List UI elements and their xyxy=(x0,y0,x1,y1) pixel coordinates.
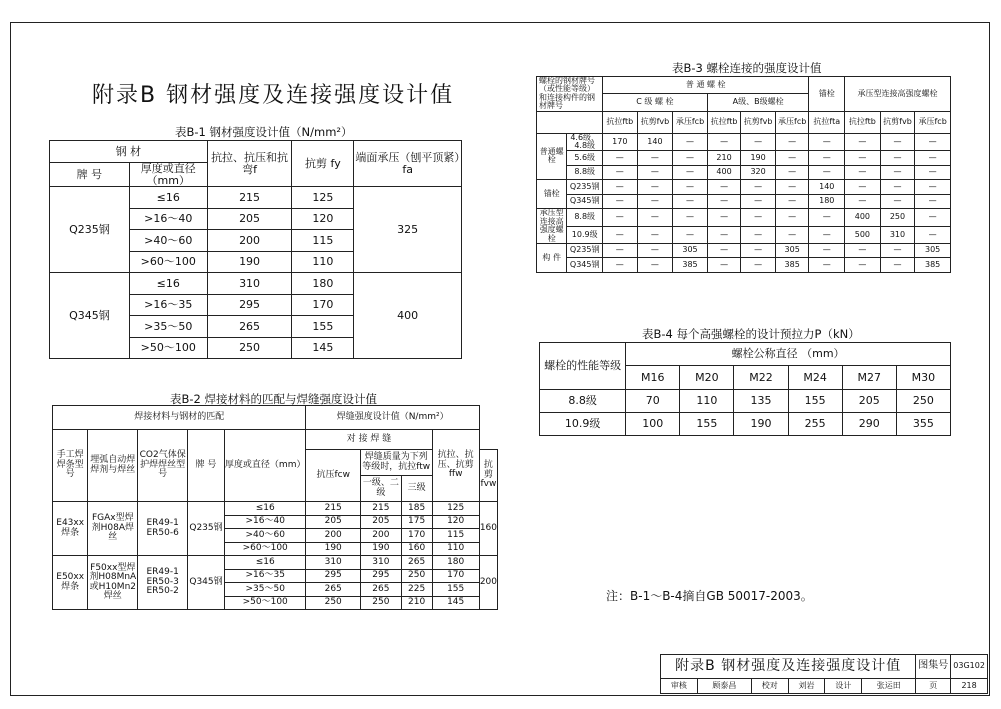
t3-subhead: 抗拉fta xyxy=(809,111,845,133)
tb-page-label: 页 xyxy=(916,679,951,694)
t2-co2: ER49-1 ER50-3 ER50-2 xyxy=(138,556,188,610)
t3-cell: — xyxy=(809,243,845,258)
t2-ft12: 200 xyxy=(360,529,401,543)
t2-ft12: 215 xyxy=(360,502,401,516)
t1-f: 265 xyxy=(207,316,292,338)
t3-cell: — xyxy=(741,226,776,243)
t2-auto: F50xx型焊剂H08MnA或H10Mn2焊丝 xyxy=(88,556,138,610)
t3-category: 普通螺栓 xyxy=(537,133,567,180)
table-row xyxy=(540,390,951,413)
t4-h-dia: 螺栓公称直径 （mm） xyxy=(626,343,951,366)
t3-cell: — xyxy=(603,209,638,226)
table-row xyxy=(537,194,951,209)
t3-cell: — xyxy=(603,194,638,209)
t2-h-auto: 埋弧自动焊焊剂与焊丝 xyxy=(88,430,138,502)
t3-h-corner: 螺栓的钢材牌号（或性能等级）和连接构件的钢材牌号 xyxy=(537,77,603,112)
t4-size: M24 xyxy=(788,366,842,390)
t3-cell: — xyxy=(603,243,638,258)
t3-cell: — xyxy=(915,180,951,195)
t3-cell: 140 xyxy=(637,133,673,151)
t3-cell: — xyxy=(775,209,809,226)
t2-grade: Q345钢 xyxy=(188,556,225,610)
t3-cell: — xyxy=(603,226,638,243)
t2-fc: 190 xyxy=(306,542,360,556)
t4-cell: 190 xyxy=(734,413,788,436)
t2-fc: 215 xyxy=(306,502,360,516)
t1-h-steel: 钢 材 xyxy=(50,141,208,163)
t3-cell: — xyxy=(775,180,809,195)
t3-cell: 310 xyxy=(880,226,915,243)
t3-cell: — xyxy=(673,151,708,166)
t3-cell: 210 xyxy=(707,151,741,166)
t1-thick: ≤16 xyxy=(129,273,207,295)
table-b2-caption: 表B-2 焊接材料的匹配与焊缝强度设计值 xyxy=(170,392,378,406)
t3-cell: — xyxy=(845,243,881,258)
t2-ft12: 265 xyxy=(360,583,401,597)
t1-grade: Q345钢 xyxy=(50,273,130,359)
table-row xyxy=(537,180,951,195)
t3-cell: — xyxy=(845,258,881,273)
t2-ft3: 170 xyxy=(401,529,432,543)
t3-cell: — xyxy=(880,165,915,180)
t3-cell: — xyxy=(775,194,809,209)
t3-cell: — xyxy=(915,194,951,209)
t3-h-hs: 承压型连接高强度螺栓 xyxy=(845,77,951,112)
t2-h-ftgroup: 焊缝质量为下列等级时，抗拉ftw xyxy=(360,450,432,476)
table-b2 xyxy=(52,405,498,610)
t1-h-fv: 抗剪 fy xyxy=(292,141,354,187)
t3-cell: — xyxy=(603,151,638,166)
t3-cell: — xyxy=(603,165,638,180)
tb-design-label: 设计 xyxy=(825,679,862,694)
t3-cell: 385 xyxy=(775,258,809,273)
t3-cell: 320 xyxy=(741,165,776,180)
title-block xyxy=(660,654,988,694)
t3-cell: — xyxy=(915,165,951,180)
t2-fc: 200 xyxy=(306,529,360,543)
t3-cell: — xyxy=(915,209,951,226)
t3-cell: 170 xyxy=(603,133,638,151)
t4-h-grade: 螺栓的性能等级 xyxy=(540,343,626,390)
t3-subtype: 8.8级 xyxy=(567,209,603,226)
t3-cell: 305 xyxy=(915,243,951,258)
t4-grade: 10.9级 xyxy=(540,413,626,436)
t2-fillet: 160 xyxy=(479,502,497,556)
table-row xyxy=(537,243,951,258)
t4-cell: 355 xyxy=(896,413,950,436)
t2-h-fc: 抗压fcw xyxy=(306,450,360,502)
t4-grade: 8.8级 xyxy=(540,390,626,413)
t4-cell: 205 xyxy=(842,390,896,413)
t1-fv: 125 xyxy=(292,187,354,209)
table-row xyxy=(537,133,951,151)
tb-review-label: 审核 xyxy=(661,679,698,694)
t3-cell: — xyxy=(741,209,776,226)
t3-cell: — xyxy=(603,180,638,195)
tb-reviewer: 顾泰昌 xyxy=(697,679,751,694)
t2-fv: 120 xyxy=(432,515,479,529)
t1-h-grade: 牌 号 xyxy=(50,163,130,187)
t3-subtype: 4.6级、4.8级 xyxy=(567,133,603,151)
t1-h-fce: 端面承压（刨平顶紧）fa xyxy=(354,141,462,187)
t3-cell: — xyxy=(741,180,776,195)
t3-cell: — xyxy=(741,133,776,151)
t4-size: M27 xyxy=(842,366,896,390)
t2-fc: 310 xyxy=(306,556,360,570)
t1-f: 205 xyxy=(207,208,292,230)
t1-thick: >16～35 xyxy=(129,294,207,316)
t2-manual: E50xx焊条 xyxy=(53,556,88,610)
t2-thick: >35～50 xyxy=(224,583,306,597)
t3-cell: — xyxy=(880,133,915,151)
t3-subhead: 抗剪fvb xyxy=(637,111,673,133)
t3-cell: — xyxy=(845,165,881,180)
table-row xyxy=(537,258,951,273)
t2-h-lv3: 三级 xyxy=(401,476,432,502)
page-title: 附录B 钢材强度及连接强度设计值 xyxy=(92,83,455,108)
source-note: 注：B-1～B-4摘自GB 50017-2003。 xyxy=(606,589,813,603)
t2-grade: Q235钢 xyxy=(188,502,225,556)
t2-h-grade: 牌 号 xyxy=(188,430,225,502)
t2-h-butt: 对 接 焊 缝 xyxy=(306,430,432,450)
t4-cell: 100 xyxy=(626,413,680,436)
t4-cell: 250 xyxy=(896,390,950,413)
table-row xyxy=(537,226,951,243)
t3-cell: 385 xyxy=(673,258,708,273)
t2-thick: >40～60 xyxy=(224,529,306,543)
t2-fv: 115 xyxy=(432,529,479,543)
t2-fv: 180 xyxy=(432,556,479,570)
t4-size: M30 xyxy=(896,366,950,390)
t1-thick: >50～100 xyxy=(129,337,207,359)
t1-thick: >40～60 xyxy=(129,230,207,252)
t4-cell: 155 xyxy=(788,390,842,413)
table-b3-caption: 表B-3 螺栓连接的强度设计值 xyxy=(672,61,822,75)
t2-thick: ≤16 xyxy=(224,502,306,516)
t2-h-match: 焊接材料与钢材的匹配 xyxy=(53,406,306,430)
t3-cell: 250 xyxy=(880,209,915,226)
t3-cell: — xyxy=(603,258,638,273)
t2-ft3: 160 xyxy=(401,542,432,556)
t3-cell: — xyxy=(637,165,673,180)
t1-fv: 120 xyxy=(292,208,354,230)
t3-cell: — xyxy=(637,151,673,166)
t2-ft12: 205 xyxy=(360,515,401,529)
t4-cell: 155 xyxy=(680,413,734,436)
t4-size: M20 xyxy=(680,366,734,390)
t3-cell: — xyxy=(775,226,809,243)
t3-cell: — xyxy=(880,243,915,258)
t3-cell: — xyxy=(880,180,915,195)
t3-cell: 140 xyxy=(809,180,845,195)
t3-subhead: 承压fcb xyxy=(673,111,708,133)
t3-h-c: C 级 螺 栓 xyxy=(603,94,708,111)
t3-subhead: 抗剪fvb xyxy=(880,111,915,133)
t3-subtype: Q235钢 xyxy=(567,180,603,195)
t3-cell: — xyxy=(845,133,881,151)
t1-fv: 170 xyxy=(292,294,354,316)
t4-cell: 135 xyxy=(734,390,788,413)
t2-h-fv: 抗剪fvw xyxy=(479,450,497,502)
tb-page-no: 218 xyxy=(951,679,988,694)
t2-co2: ER49-1 ER50-6 xyxy=(138,502,188,556)
table-b3 xyxy=(536,76,951,273)
t2-fc: 295 xyxy=(306,569,360,583)
t2-ft12: 190 xyxy=(360,542,401,556)
t3-cell: — xyxy=(637,209,673,226)
t1-fv: 115 xyxy=(292,230,354,252)
t2-ft3: 175 xyxy=(401,515,432,529)
t3-cell: — xyxy=(637,258,673,273)
table-row xyxy=(50,187,462,209)
table-b1 xyxy=(49,140,462,359)
t1-fv: 180 xyxy=(292,273,354,295)
t3-cell: — xyxy=(707,180,741,195)
t4-cell: 255 xyxy=(788,413,842,436)
table-row xyxy=(537,151,951,166)
t3-cell: — xyxy=(880,151,915,166)
t1-fv: 110 xyxy=(292,251,354,273)
t3-category: 构 件 xyxy=(537,243,567,272)
t3-cell: — xyxy=(915,226,951,243)
t3-h-anchor: 锚栓 xyxy=(809,77,845,112)
t3-cell: — xyxy=(673,209,708,226)
t2-ft12: 250 xyxy=(360,596,401,610)
t3-cell: — xyxy=(673,226,708,243)
t2-thick: ≤16 xyxy=(224,556,306,570)
t3-cell: 305 xyxy=(673,243,708,258)
t3-cell: — xyxy=(775,133,809,151)
t3-subhead: 抗剪fvb xyxy=(741,111,776,133)
t2-manual: E43xx焊条 xyxy=(53,502,88,556)
t3-category: 锚栓 xyxy=(537,180,567,209)
t3-subhead: 抗拉ftb xyxy=(845,111,881,133)
tb-checker: 刘岩 xyxy=(788,679,825,694)
t2-fillet: 200 xyxy=(479,556,497,610)
t1-f: 215 xyxy=(207,187,292,209)
tb-atlas-label: 图集号 xyxy=(916,655,951,679)
t1-grade: Q235钢 xyxy=(50,187,130,273)
t3-subtype: 10.9级 xyxy=(567,226,603,243)
t3-cell: — xyxy=(775,151,809,166)
t3-cell: — xyxy=(845,194,881,209)
tb-designer: 张运田 xyxy=(862,679,916,694)
t3-cell: — xyxy=(809,133,845,151)
t3-cell: 500 xyxy=(845,226,881,243)
t3-subtype: Q235钢 xyxy=(567,243,603,258)
t4-size: M16 xyxy=(626,366,680,390)
t1-thick: ≤16 xyxy=(129,187,207,209)
t3-subhead: 抗拉ftb xyxy=(603,111,638,133)
t1-thick: >60～100 xyxy=(129,251,207,273)
t3-cell: — xyxy=(845,180,881,195)
t3-cell: — xyxy=(637,194,673,209)
t3-cell: — xyxy=(741,243,776,258)
t2-fv: 145 xyxy=(432,596,479,610)
table-b4-caption: 表B-4 每个高强螺栓的设计预拉力P（kN） xyxy=(642,327,860,341)
t3-cell: — xyxy=(809,165,845,180)
table-row xyxy=(540,413,951,436)
t2-h-lv12: 一级、二级 xyxy=(360,476,401,502)
t1-fv: 155 xyxy=(292,316,354,338)
t2-ft3: 265 xyxy=(401,556,432,570)
t3-cell: — xyxy=(845,151,881,166)
t3-cell: — xyxy=(809,151,845,166)
t1-f: 310 xyxy=(207,273,292,295)
t3-subtype: 8.8级 xyxy=(567,165,603,180)
t2-ft3: 210 xyxy=(401,596,432,610)
t2-ft12: 310 xyxy=(360,556,401,570)
t2-fv: 155 xyxy=(432,583,479,597)
t1-fce: 400 xyxy=(354,273,462,359)
t1-h-thick: 厚度或直径（mm） xyxy=(129,163,207,187)
t3-cell: — xyxy=(707,194,741,209)
t1-h-f: 抗拉、抗压和抗弯f xyxy=(207,141,292,187)
t2-ft3: 225 xyxy=(401,583,432,597)
t4-cell: 110 xyxy=(680,390,734,413)
tb-title: 附录B 钢材强度及连接强度设计值 xyxy=(661,655,916,679)
t3-h-ab: A级、B级螺栓 xyxy=(707,94,809,111)
t2-h-manual: 手工焊焊条型号 xyxy=(53,430,88,502)
table-row xyxy=(53,556,498,570)
t3-cell: — xyxy=(637,243,673,258)
tb-atlas-no: 03G102 xyxy=(951,655,988,679)
t3-cell: — xyxy=(915,151,951,166)
t3-cell: — xyxy=(809,209,845,226)
table-row xyxy=(537,165,951,180)
t3-cell: 180 xyxy=(809,194,845,209)
t3-subhead: 抗拉ftb xyxy=(707,111,741,133)
t3-cell: — xyxy=(673,194,708,209)
t1-f: 200 xyxy=(207,230,292,252)
t2-h-design: 焊缝强度设计值（N/mm²） xyxy=(306,406,479,430)
t2-h-fillet: 抗拉、抗压、抗剪ffw xyxy=(432,430,479,502)
t2-thick: >50～100 xyxy=(224,596,306,610)
t3-cell: — xyxy=(707,133,741,151)
t2-fc: 250 xyxy=(306,596,360,610)
t2-fv: 110 xyxy=(432,542,479,556)
t3-cell: — xyxy=(707,209,741,226)
t2-thick: >16～40 xyxy=(224,515,306,529)
table-row xyxy=(53,502,498,516)
t1-thick: >16～40 xyxy=(129,208,207,230)
t1-fce: 325 xyxy=(354,187,462,273)
t2-ft12: 295 xyxy=(360,569,401,583)
t3-cell: — xyxy=(707,226,741,243)
t3-subtype: 5.6级 xyxy=(567,151,603,166)
table-row xyxy=(50,273,462,295)
t3-cell: — xyxy=(673,180,708,195)
t3-cell: — xyxy=(809,258,845,273)
t3-cell: — xyxy=(637,180,673,195)
table-b1-caption: 表B-1 钢材强度设计值（N/mm²） xyxy=(175,125,353,139)
t3-h-common: 普 通 螺 栓 xyxy=(603,77,809,94)
t3-cell: — xyxy=(673,165,708,180)
t2-fv: 125 xyxy=(432,502,479,516)
t3-cell: — xyxy=(673,133,708,151)
t2-thick: >16～35 xyxy=(224,569,306,583)
t2-fc: 205 xyxy=(306,515,360,529)
t2-ft3: 185 xyxy=(401,502,432,516)
t4-cell: 290 xyxy=(842,413,896,436)
t3-cell: 400 xyxy=(707,165,741,180)
t3-category: 承压型连接高强度螺栓 xyxy=(537,209,567,244)
t2-fc: 265 xyxy=(306,583,360,597)
t2-ft3: 250 xyxy=(401,569,432,583)
t3-cell: — xyxy=(809,226,845,243)
t3-cell: 305 xyxy=(775,243,809,258)
t1-thick: >35～50 xyxy=(129,316,207,338)
t3-subhead: 承压fcb xyxy=(915,111,951,133)
t1-fv: 145 xyxy=(292,337,354,359)
t4-cell: 70 xyxy=(626,390,680,413)
t2-h-thick: 厚度或直径（mm） xyxy=(224,430,306,502)
t3-cell: — xyxy=(741,258,776,273)
t3-cell: — xyxy=(880,258,915,273)
t3-cell: 385 xyxy=(915,258,951,273)
t2-h-co2: CO2气体保护焊焊丝型号 xyxy=(138,430,188,502)
t2-thick: >60～100 xyxy=(224,542,306,556)
t3-cell: — xyxy=(915,133,951,151)
t2-auto: FGAx型焊剂H08A焊丝 xyxy=(88,502,138,556)
table-row xyxy=(537,209,951,226)
t1-f: 250 xyxy=(207,337,292,359)
tb-check-label: 校对 xyxy=(751,679,788,694)
t3-cell: — xyxy=(707,243,741,258)
t3-cell: 190 xyxy=(741,151,776,166)
table-b4 xyxy=(539,342,951,436)
t3-cell: — xyxy=(741,194,776,209)
t3-cell: — xyxy=(880,194,915,209)
t3-cell: — xyxy=(637,226,673,243)
t3-subtype: Q345钢 xyxy=(567,258,603,273)
t4-size: M22 xyxy=(734,366,788,390)
t3-subhead: 承压fcb xyxy=(775,111,809,133)
t3-cell: 400 xyxy=(845,209,881,226)
t3-cell: — xyxy=(707,258,741,273)
t2-fv: 170 xyxy=(432,569,479,583)
t1-f: 295 xyxy=(207,294,292,316)
t3-cell: — xyxy=(775,165,809,180)
t1-f: 190 xyxy=(207,251,292,273)
t3-subtype: Q345钢 xyxy=(567,194,603,209)
